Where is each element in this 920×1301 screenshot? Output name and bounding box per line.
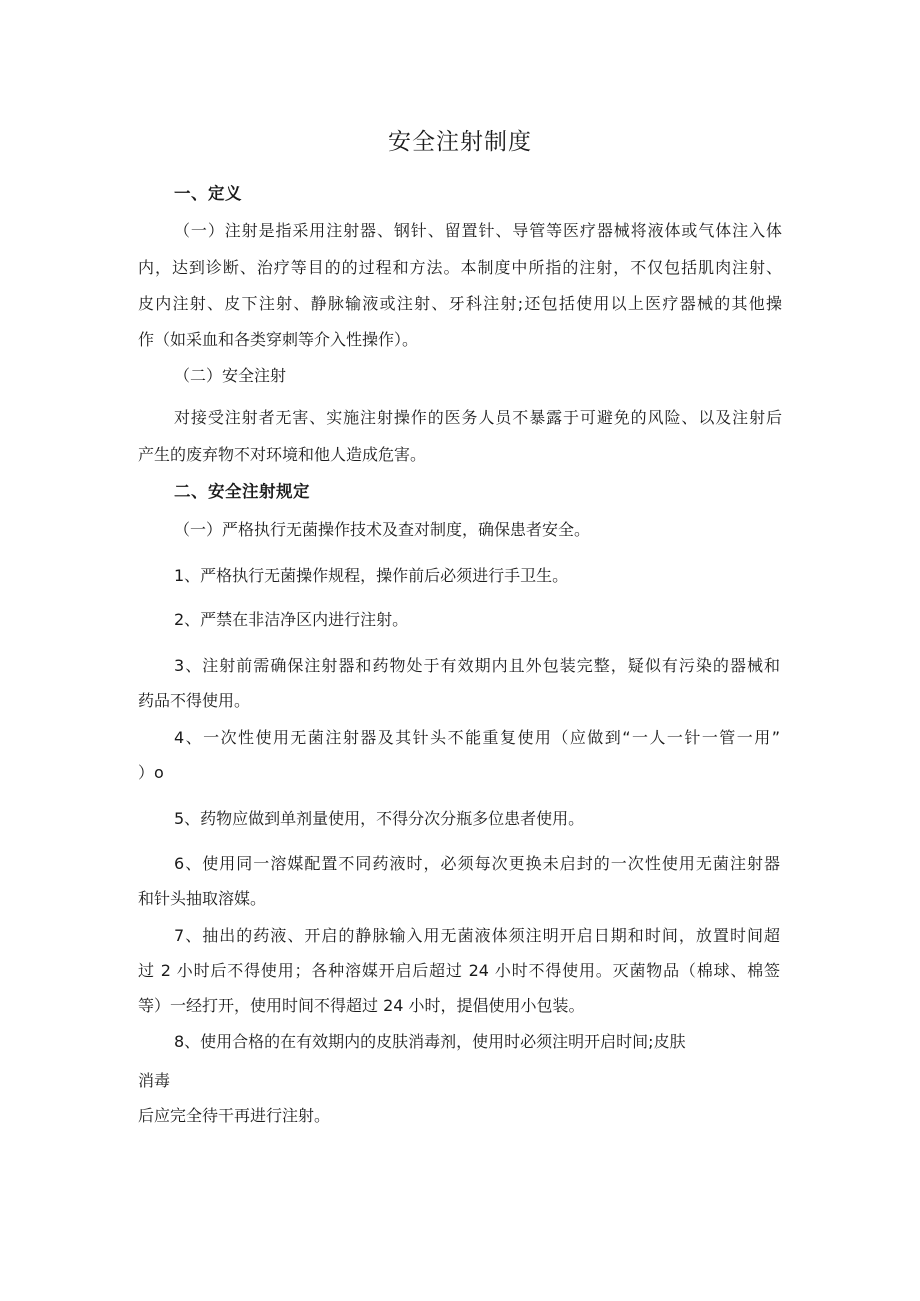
paragraph-line: 作（如采血和各类穿刺等介入性操作）。 <box>138 330 419 349</box>
rule-item-7-line: 等）一经打开，使用时间不得超过 24 小时，提倡使用小包装。 <box>138 996 585 1015</box>
rule-item-8-line: 消毒 <box>138 1071 171 1090</box>
rule-item-6-line: 和针头抽取溶媒。 <box>138 889 267 908</box>
rule-item-3-line: 3、注射前需确保注射器和药物处于有效期内且外包装完整，疑似有污染的器械和 <box>174 656 780 675</box>
rule-item-6-line: 6、使用同一溶媒配置不同药液时，必须每次更换未启封的一次性使用无菌注射器 <box>174 854 780 873</box>
rule-item-3-line: 药品不得使用。 <box>138 691 251 710</box>
rule-item-7-line: 7、抽出的药液、开启的静脉输入用无菌液体须注明开启日期和时间，放置时间超 <box>174 926 780 945</box>
rule-item-1: 1、严格执行无菌操作规程，操作前后必须进行手卫生。 <box>174 566 569 585</box>
paragraph-line: （一）注射是指采用注射器、钢针、留置针、导管等医疗器械将液体或气体注入体 <box>174 221 782 240</box>
rule-item-2: 2、严禁在非洁净区内进行注射。 <box>174 610 409 629</box>
paragraph-line: 内，达到诊断、治疗等目的的过程和方法。本制度中所指的注射，不仅包括肌肉注射、 <box>138 258 782 277</box>
section-heading-definition: 一、定义 <box>174 184 242 203</box>
rule-item-4-line: 4、一次性使用无菌注射器及其针头不能重复使用（应做到“一人一针一管一用” <box>174 728 780 747</box>
paragraph-line: 产生的废弃物不对环境和他人造成危害。 <box>138 445 427 464</box>
rule-item-8-line: 8、使用合格的在有效期内的皮肤消毒剂，使用时必须注明开启时间;皮肤 <box>174 1032 686 1051</box>
paragraph-line: 皮内注射、皮下注射、静脉输液或注射、牙科注射;还包括使用以上医疗器械的其他操 <box>138 294 782 313</box>
section-heading-regulations: 二、安全注射规定 <box>174 482 310 501</box>
subsection-label-safe-injection: （二）安全注射 <box>174 366 287 385</box>
rule-item-4-line: ）o <box>138 763 164 782</box>
subsection-label-aseptic: （一）严格执行无菌操作技术及查对制度，确保患者安全。 <box>174 520 591 539</box>
rule-item-7-line: 过 2 小时后不得使用；各种溶媒开启后超过 24 小时不得使用。灭菌物品（棉球、棉签 <box>138 961 780 980</box>
paragraph-line: 对接受注射者无害、实施注射操作的医务人员不暴露于可避免的风险、以及注射后 <box>174 408 782 427</box>
document-title: 安全注射制度 <box>388 129 532 155</box>
rule-item-5: 5、药物应做到单剂量使用，不得分次分瓶多位患者使用。 <box>174 809 585 828</box>
rule-item-8-line: 后应完全待干再进行注射。 <box>138 1106 331 1125</box>
